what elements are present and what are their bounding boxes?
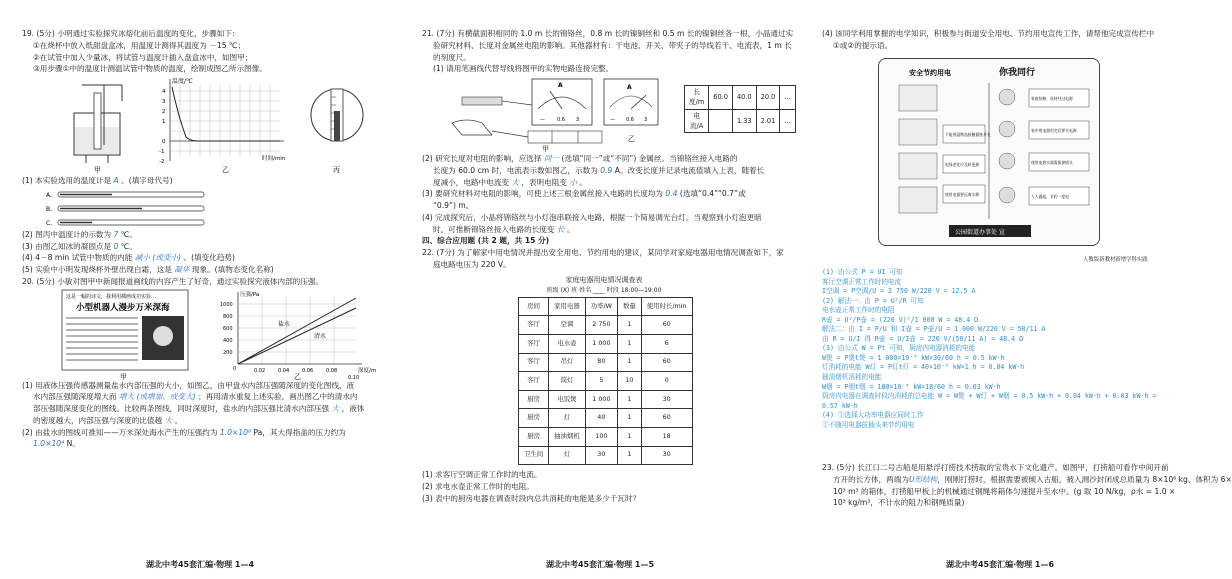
table-cell: 40.0 <box>732 86 756 109</box>
thermometer-options <box>22 187 386 229</box>
q22-sub-3: (3) 表中的厨房电器在调查时段内总共消耗的电能是多少千瓦时？ <box>422 493 641 503</box>
answer-blank: 大 <box>164 415 173 425</box>
y-tick: 4 <box>162 89 166 96</box>
table-cell: 灯 <box>549 409 586 428</box>
solution-line: (2) 解法一：由 P = U²/R 可知 <box>822 296 924 305</box>
answer-blank: 大 <box>511 177 519 187</box>
solution-line: 由 R = U/I 得 R壶 = U/I壶 = 220 V/(50/11 A) = 48.4 Ω <box>822 334 1024 343</box>
answer-blank: 0.4 <box>665 189 678 199</box>
news-head: 这是一幅的诗文，我利用插画成功实验… <box>66 293 157 300</box>
fig20-label-jia: 甲 <box>120 372 127 381</box>
table-header: 使用时长/min <box>641 297 692 316</box>
section-heading: 四、综合应用题 (共 2 题，共 15 分) <box>422 236 550 246</box>
option-c-label: C. <box>46 219 53 227</box>
fig20-label-yi: 乙 <box>294 372 301 381</box>
solution-line: I空调 = P空调/U = 2 750 W/220 V = 12.5 A <box>822 287 976 296</box>
answer-blank: 7 <box>113 229 119 239</box>
q20-line-1: (1) 用液体压强传感器测量盐水内部压强的大小，如图乙，由甲盘水内部压强随深度的变化图线，液 <box>22 380 355 390</box>
table-cell: 1 <box>618 409 642 428</box>
answer-blank: U形结构 <box>908 474 938 484</box>
y-tick: 200 <box>223 349 233 356</box>
page-right <box>800 0 1232 579</box>
solution-line: W烟 = P烟t烟 = 100×10⁻³ kW×18/60 h = 0.03 kW·h <box>822 382 1001 391</box>
ammeter-symbol: A <box>558 82 563 90</box>
q19-figure-svg <box>22 75 392 175</box>
table-cell: 1 <box>618 353 642 372</box>
poster-tip: 家庭装修，选材经过电源 <box>1031 96 1073 101</box>
solution-line: 解法二：由 I = P/U 和 I壶 = P壶/U = 1 000 W/220 V = 50/11 A <box>822 325 1046 334</box>
q22-line-2: 庭电路电压为 220 V。 <box>433 259 511 269</box>
table-cell: 40 <box>585 409 617 428</box>
table-cell: 18 <box>641 428 692 447</box>
table-row <box>519 372 693 391</box>
q20-line-5: (2) 由盐水的图线可推知——万米深处海水产生的压强约为 1.0×10⁸ Pa，其大得指盖的压力约为 <box>22 427 346 437</box>
table-subtitle: 班级 (X) 班 姓名 ____ 时段 18:00—19:00 <box>546 286 662 294</box>
footer-left: 湖北中考45套汇编·物理 1—4 <box>145 559 255 569</box>
table-cell: 60 <box>641 316 692 335</box>
solution-line: ②不随用电器拔插头来节约用电 <box>822 420 915 429</box>
answer-blank: A <box>113 176 119 186</box>
poster-tip: 人人做起，节约一度电 <box>1031 194 1069 199</box>
meter-term: 3 <box>644 117 648 124</box>
y-tick: -1 <box>159 149 165 156</box>
series-label-water: 清水 <box>314 332 327 340</box>
table-cell: 30 <box>641 390 692 409</box>
answer-blank: 0.9 <box>600 165 613 175</box>
q22-sub-1: (1) 求客厅空调正常工作时的电流。 <box>422 470 542 480</box>
table-cell: 30 <box>585 446 617 465</box>
y-tick: 1000 <box>220 301 233 308</box>
table-cell: … <box>780 109 796 132</box>
meter2-symbol: A <box>627 84 632 92</box>
temperature-graph <box>159 77 286 165</box>
table-cell: 1 <box>618 335 642 354</box>
q21-line-1: 21. (7分) 有横截面积相同的 1.0 m 长的锦铬丝，0.8 m 长的镍铜丝和 0.5 m 长的镍铜丝各一根，小晶通过实 <box>422 29 794 38</box>
poster-tip: 使用电器要远离水源 <box>945 192 980 197</box>
news-title: 小型机器人漫步万米深海 <box>76 302 170 313</box>
answer-blank: 减小 (或变小) <box>134 253 182 263</box>
x-tick: 0.02 <box>254 367 266 374</box>
q19-sub-1: (1) 本实验选用的温度计是 A 。(填字母代号) <box>22 176 173 186</box>
fig21-label-yi: 乙 <box>628 135 635 144</box>
page-middle <box>400 0 800 579</box>
table-cell: 客厅 <box>519 316 549 335</box>
solution-line: 抽油烟机消耗的电能 <box>822 373 882 382</box>
graph20-x-axis-label: 深度/m <box>358 367 377 374</box>
table-cell: 1 <box>618 316 642 335</box>
y-tick: 400 <box>223 337 233 344</box>
q19-sub-5: (5) 实验中小明发现烧杯外壁出现白霜，这是 凝华 现象。(填物态变化名称) <box>22 265 274 275</box>
table-cell: 厨房 <box>519 428 549 447</box>
length-current-table <box>684 85 796 133</box>
graph-x-axis-label: 时间/min <box>262 156 286 163</box>
q21-line-3: 的刻度尺。 <box>433 52 471 62</box>
thermometer-options-svg <box>22 187 222 229</box>
table-cell: 客厅 <box>519 335 549 354</box>
table-cell <box>709 109 733 132</box>
table-row <box>519 353 693 372</box>
footer-right: 湖北中考45套汇编·物理 1—6 <box>945 559 1055 569</box>
footer-middle: 湖北中考45套汇编·物理 1—5 <box>545 559 655 569</box>
y-tick: 3 <box>162 99 166 106</box>
solution-line: 厨房内电器在调查时段内消耗的总电能 W = W煲 + W灯 + W烟 = 0.5 kW·h + 0.04 kW·h + 0.03 kW·h = <box>822 392 1157 401</box>
q20-figures <box>22 288 386 380</box>
x-tick: 0.04 <box>278 367 290 374</box>
answer-blank: 凝华 <box>174 265 190 275</box>
answer-blank: 增大 (或增加、或变大) <box>118 392 196 402</box>
q21-sub-4b: 时，可推断锦铬丝接入电路的长度变 长 。 <box>433 224 575 234</box>
q23-line-2: 方开的长方体，两端为U形结构，刚刚打捞时，根据需要被倾入古船，被入测沙封闭成总质量为 8×10⁶ kg、体积为 6× <box>833 474 1232 484</box>
table-cell: 2 750 <box>585 316 617 335</box>
y-tick: 600 <box>223 325 233 332</box>
table-cell: 厨房 <box>519 390 549 409</box>
q23-block <box>822 462 1232 509</box>
q21-sub-4: (4) 完成探究后，小晶将锦铬丝与小灯泡串联接入电路，根据一个简易调光台灯。当观察到小灯泡更暗 <box>422 212 762 222</box>
q21-sub-3: (3) 要研究材料对电阻的影响，可使上述三根金属丝接入电路的长度均为 0.4 (选填“0.4”“0.7”或 <box>422 189 746 199</box>
y-tick: 1 <box>162 119 166 126</box>
switch <box>452 120 492 135</box>
poster-tip: 家中用电器用完后要关电源 <box>1031 128 1077 133</box>
table-title: 家庭电器用电情况调查表 <box>565 275 643 284</box>
table-cell: 电流/A <box>685 109 709 132</box>
fig-label-yi: 乙 <box>222 166 229 175</box>
graph20-y-axis-label: 压强/Pa <box>240 291 260 298</box>
option-a-label: A. <box>46 191 52 199</box>
table-cell: 1.33 <box>732 109 756 132</box>
answer-blank: 1.0×10⁸ <box>219 427 251 437</box>
solution-line: 电水壶正常工作时的电阻 <box>822 306 895 315</box>
poster-tip: 使用电热水器需拔掉插头 <box>1031 160 1073 165</box>
x-tick: 0.06 <box>302 367 314 374</box>
fig-label-bing: 丙 <box>333 166 340 175</box>
table-cell: 1 000 <box>585 335 617 354</box>
q21-line-2: 验研究材料、长度对金属丝电阻的影响。其他器材有：干电池、开关、带夹子的导线若干、电流表，1 m 长 <box>433 40 792 50</box>
q22-sub-2: (2) 求电水壶正常工作时的电阻。 <box>422 481 534 491</box>
solution-line: R壶 = U²/P壶 = (220 V)²/1 000 W = 48.4 Ω <box>822 315 979 324</box>
table-cell: 1 <box>618 446 642 465</box>
q21-sub-3b: “0.9”) m。 <box>433 201 474 211</box>
table-row <box>519 409 693 428</box>
resistance-wire-board <box>462 97 502 105</box>
table-cell: 长度/m <box>685 86 709 109</box>
y-tick: 800 <box>223 313 233 320</box>
poster-left-title: 安全节约用电 <box>909 69 951 77</box>
page-left <box>0 0 400 579</box>
solution-line: (3) 由公式 W = Pt 可知，厨房内电器消耗的电能 <box>822 344 976 353</box>
y-tick: 2 <box>162 109 166 116</box>
q21-figures <box>422 75 791 154</box>
solution-line: 客厅空调正常工作时的电流 <box>822 277 902 286</box>
q21-circuit-svg <box>432 75 662 153</box>
y-tick: -2 <box>159 159 165 166</box>
series-label-salt: 盐水 <box>278 320 291 328</box>
table-cell: 抽油烟机 <box>549 428 586 447</box>
beaker-figure <box>74 85 122 163</box>
table-cell: 5 <box>585 372 617 391</box>
poster-items <box>899 85 1089 213</box>
table-cell: 2.01 <box>756 109 780 132</box>
answer-blank: 1.0×10⁴ <box>33 439 65 449</box>
table-row <box>519 446 693 465</box>
q20-intro: 20. (5分) 小敏对图甲中新闻报道画线的内容产生了好奇，通过实验探究液体内部的压强。 <box>22 276 324 286</box>
meter-term: — <box>540 117 545 124</box>
appliance-table <box>518 297 693 465</box>
q22-line-1: 22. (7分) 为了解家中用电情况并提出安全用电、节约用电的建议，某同学对家庭电器用电情况调查如下，家 <box>422 248 784 258</box>
table-cell: 20.0 <box>756 86 780 109</box>
q19-line-1: 19. (5分) 小明通过实验探究冰熔化前后温度的变化，步骤如下： <box>22 29 240 38</box>
table-row <box>519 390 693 409</box>
q20-line-4: 的密度越大，内部压强与深度的比值越 大 。 <box>33 415 183 425</box>
x-tick: 0.10 <box>348 374 360 381</box>
table-cell: 30 <box>641 446 692 465</box>
table-cell: 60.0 <box>709 86 733 109</box>
solution-line: (4) ①选择大功率电器应同时工作 <box>822 411 924 420</box>
poster-tip: 不能用湿物品接触插座开关 <box>945 132 991 137</box>
table-row <box>519 428 693 447</box>
table-cell: 1 000 <box>585 390 617 409</box>
table-cell: 100 <box>585 428 617 447</box>
q21-sub-2b: 长度为 60.0 cm 时，电流表示数如图乙，示数为 0.9 A。改变长度并记录电流值填入上表，随着长 <box>433 165 765 175</box>
q23-line-4: 10³ kg/m³，不计水的阻力和钢绳质量) <box>833 498 965 508</box>
table-cell: 1 <box>618 390 642 409</box>
solution-line: (1) 由公式 P = UI 可知 <box>822 268 903 276</box>
table-cell: 卫生间 <box>519 446 549 465</box>
table-cell: 客厅 <box>519 372 549 391</box>
table-cell: 60 <box>641 353 692 372</box>
meter-term: 0.6 <box>557 117 565 124</box>
q19-sub-2: (2) 图丙中温度计的示数为 7 ℃。 <box>22 229 137 239</box>
q19-figures <box>22 75 386 175</box>
table-cell: 灯 <box>549 446 586 465</box>
table-row <box>519 316 693 335</box>
table-cell: 电饭煲 <box>549 390 586 409</box>
table-row <box>685 86 796 109</box>
answer-blank: 小 <box>569 177 577 187</box>
q21-line-4: (1) 请用笔画线代替导线将图甲的实物电路连接完整。 <box>433 64 614 74</box>
table-cell: … <box>780 86 796 109</box>
table-header: 数量 <box>618 297 642 316</box>
poster-footer: 公园街道办事处 宣 <box>955 229 1005 236</box>
table-cell: 客厅 <box>519 353 549 372</box>
q19-sub-4: (4) 4－8 min 试管中物质的内能 减小 (或变小) 。(填变化趋势) <box>22 253 235 263</box>
thermometer-reading-figure <box>311 89 363 141</box>
meter-term: 0.6 <box>626 117 634 124</box>
pressure-depth-graph <box>220 290 376 381</box>
q23-line-1: 23. (5分) 长江口二号古船是用悬浮打捞技术捞取的宝贵水下文化遗产。如图甲，打捞船可看作中间开前 <box>822 463 1169 472</box>
table-cell: 80 <box>585 353 617 372</box>
poster-tip: 电线老化应及时更换 <box>945 162 980 167</box>
handwritten-solution <box>822 268 1192 430</box>
graph-y-axis-label: 温度/℃ <box>172 78 193 86</box>
safety-poster <box>878 58 1100 246</box>
q20-line-3: 部压强随深度变化的图线。比较两条图线，同时深度时，盐水的内部压强比清水内部压强 大 ，液体 <box>33 404 365 414</box>
table-cell: 0 <box>641 372 692 391</box>
fig-label-jia: 甲 <box>94 166 101 175</box>
q19-sub-3: (3) 由图乙知冰的凝固点是 0 ℃。 <box>22 241 137 251</box>
table-cell: 电水壶 <box>549 335 586 354</box>
meter-term: — <box>610 117 615 124</box>
answer-blank: 大 <box>331 404 340 414</box>
poster-right-title: 你我同行 <box>999 68 1036 78</box>
table-cell: 6 <box>641 335 692 354</box>
poster-credit: 人教版新教材新增学科实践 <box>1083 257 1148 263</box>
table-header: 家用电器 <box>549 297 586 316</box>
solution-line: 0.57 kW·h <box>822 401 858 410</box>
answer-blank: 0 <box>113 241 119 251</box>
q19-line-2: ①在烧杯中放入纸甜盘盒冰，用温度计测得其温度为 －15 ℃； <box>33 40 246 50</box>
y-tick: 0 <box>233 365 237 372</box>
solution-line: W煲 = P煲t煲 = 1 000×10⁻³ kW×30/60 h = 0.5 kW·h <box>822 353 1005 362</box>
table-cell: 筒灯 <box>549 372 586 391</box>
q19-line-4: ③用步骤①中的温度计测温试管中物质的温度，绘制成图乙所示图像。 <box>33 64 267 74</box>
answer-blank: 长 <box>556 224 565 234</box>
q21-sub-2: (2) 研究长度对电阻的影响，应选择 同一 (选填“同一”或“不同”) 金属丝。当锦铬丝接入电路的 <box>422 154 738 164</box>
poster-svg <box>879 59 1099 245</box>
table-cell: 空调 <box>549 316 586 335</box>
y-tick: 0 <box>162 139 166 146</box>
solution-line: 灯消耗的电能 W灯 = P灯t灯 = 40×10⁻³ kW×1 h = 0.04 kW·h <box>822 363 1025 372</box>
q20-line-2: 水内部压强随深度增大而 增大 (或增加、或变大) ；再用清水重复上述实验，画出图乙中的清水内 <box>33 392 358 402</box>
table-header: 房间 <box>519 297 549 316</box>
answer-blank: 同一 <box>543 154 560 164</box>
table-header-row <box>519 297 693 316</box>
table-header: 功率/W <box>585 297 617 316</box>
table-cell: 60 <box>641 409 692 428</box>
fig21-label-jia: 甲 <box>542 145 549 154</box>
table-row <box>685 109 796 132</box>
table-row <box>519 335 693 354</box>
q22-4-line-1: (4) 该同学利用掌握的电学知识，积极参与街道安全用电、节约用电宣传工作，请帮他完成宣传栏中 <box>822 29 1155 38</box>
meter-term: 3 <box>576 117 580 124</box>
q19-line-3: ②在试管中加入少量冰，将试管与温度计插入盘盒冰中，如图甲； <box>33 52 253 62</box>
table-cell: 吊灯 <box>549 353 586 372</box>
battery <box>528 131 602 143</box>
table-cell: 1 <box>618 428 642 447</box>
q20-figure-svg <box>22 288 392 380</box>
option-b-label: B. <box>46 205 53 213</box>
q21-sub-2c: 度减小，电路中电流变 大 ，表明电阻变 小 。 <box>433 177 587 187</box>
table-cell: 10 <box>618 372 642 391</box>
q20-line-6: 1.0×10⁴ N。 <box>33 439 80 449</box>
x-tick: 0.08 <box>326 367 338 374</box>
table-cell: 厨房 <box>519 409 549 428</box>
q22-4-line-2: ①或②的提示语。 <box>833 40 893 50</box>
q23-line-3: 10³ m³ 的箱体，打捞船甲板上的机械通过钢绳将箱体匀速提升至水中。(g 取 10 N/kg，ρ水 = 1.0 × <box>833 486 1176 496</box>
